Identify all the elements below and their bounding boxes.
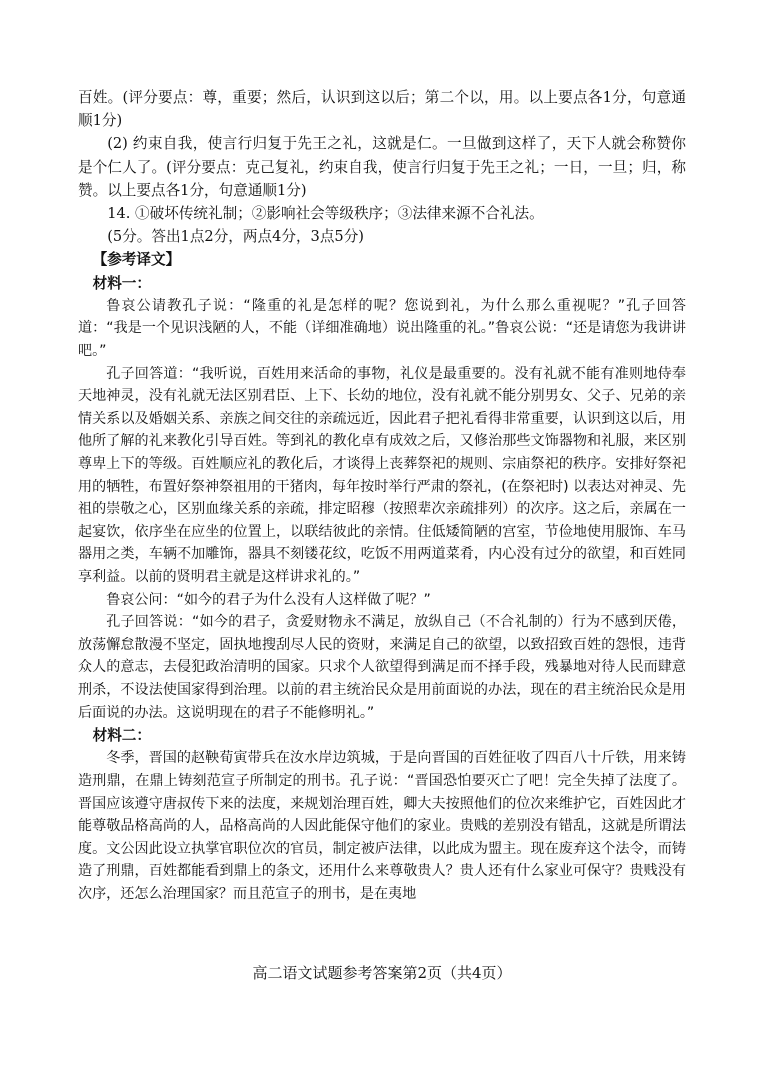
material-2-paragraph-1: 冬季，晋国的赵鞅荀寅带兵在汝水岸边筑城，于是向晋国的百姓征收了四百八十斤铁，用来铸造刑鼎，在鼎上铸刻范宣子所制定的刑书。孔子说：“晋国恐怕要灭亡了吧！完全失掉了法度了。晋国应该遵守唐叔传下来的法度，来规划治理百姓，卿大夫按照他们的位次来维护它，百姓因此才能尊敬品格高尚的人，品格高尚的人因此能保守他们的家业。贵贱的差别没有错乱，这就是所谓法度。文公因此设立执掌官职位次的官员，制定被庐法律，以此成为盟主。现在废弃这个法令，而铸造了刑鼎，百姓都能看到鼎上的条文，还用什么来尊敬贵人？贵人还有什么家业可保守？贵贱没有次序，还怎么治理国家？而且范宣子的刑书，是在夷地 xyxy=(78,750,686,902)
question-14-answer: 14. ①破坏传统礼制；②影响社会等级秩序；③法律来源不合礼法。 xyxy=(107,205,544,223)
material-1-paragraph-1: 鲁哀公请教孔子说：“隆重的礼是怎样的呢？您说到礼，为什么那么重视呢？”孔子回答道：“我是一个见识浅陋的人，不能（详细准确地）说出隆重的礼。”鲁哀公说：“还是请您为我讲讲吧。” xyxy=(78,297,686,360)
material-1-paragraph-3: 鲁哀公问：“如今的君子为什么没有人这样做了呢？” xyxy=(106,591,431,608)
material-1-paragraph-4: 孔子回答说：“如今的君子，贪爱财物永不满足，放纵自己（不合礼制的）行为不感到厌倦，放荡懈怠散漫不坚定，固执地搜刮尽人民的资财，来满足自己的欲望，以致招致百姓的怨恨，违背众人的意志，去侵犯政治清明的国家。只求个人欲望得到满足而不择手段，残暴地对待人民而肆意刑杀，不设法使国家得到治理。以前的君主统治民众是用前面说的办法，现在的君主统治民众是用后面说的办法。这说明现在的君子不能修明礼。” xyxy=(78,614,686,721)
material-1-title: 材料一： xyxy=(92,274,151,292)
question-14-scoring: (5分。答出1点2分，两点4分，3点5分) xyxy=(107,228,365,246)
answer-line-1: 百姓。(评分要点：尊，重要；然后，认识到这以后；第二个以，用。以上要点各1分，句意通顺1分) xyxy=(78,89,686,130)
translation-heading: 【参考译文】 xyxy=(92,251,181,269)
material-2-title: 材料二： xyxy=(92,727,151,745)
page-footer: 高二语文试题参考答案第2页（共4页） xyxy=(252,964,512,982)
material-1-paragraph-2: 孔子回答道：“我听说，百姓用来活命的事物，礼仪是最重要的。没有礼就不能有准则地侍奉天地神灵，没有礼就无法区别君臣、上下、长幼的地位，没有礼就不能分别男女、父子、兄弟的亲情关系以及婚姻关系、亲族之间交往的亲疏远近，因此君子把礼看得非常重要，认识到这以后，用他所了解的礼来教化引导百姓。等到礼的教化卓有成效之后，又修治那些文饰器物和礼服，来区别尊卑上下的等级。百姓顺应礼的教化后，才谈得上丧葬祭祀的规则、宗庙祭祀的秩序。安排好祭祀用的牺牲，布置好祭神祭祖用的干猪肉，每年按时举行严肃的祭礼，(在祭祀时) 以表达对神灵、先祖的崇敬之心，区别血缘关系的亲疏，排定昭穆（按照辈次亲疏排列）的次序。这之后，亲属在一起宴饮，依序坐在应坐的位置上，以联结彼此的亲情。住低矮简陋的宫室，节俭地使用服饰、车马器用之类，车辆不加雕饰，器具不刻镂花纹，吃饭不用两道菜肴，内心没有过分的欲望，和百姓同享利益。以前的贤明君主就是这样讲求礼的。” xyxy=(78,365,686,585)
answer-item-2: (2) 约束自我，使言行归复于先王之礼，这就是仁。一旦做到这样了，天下人就会称赞你是个仁人了。(评分要点：克己复礼，约束自我，使言行归复于先王之礼；一日，一旦；归，称赞。以上要点各1分，句意通顺1分) xyxy=(78,135,686,199)
